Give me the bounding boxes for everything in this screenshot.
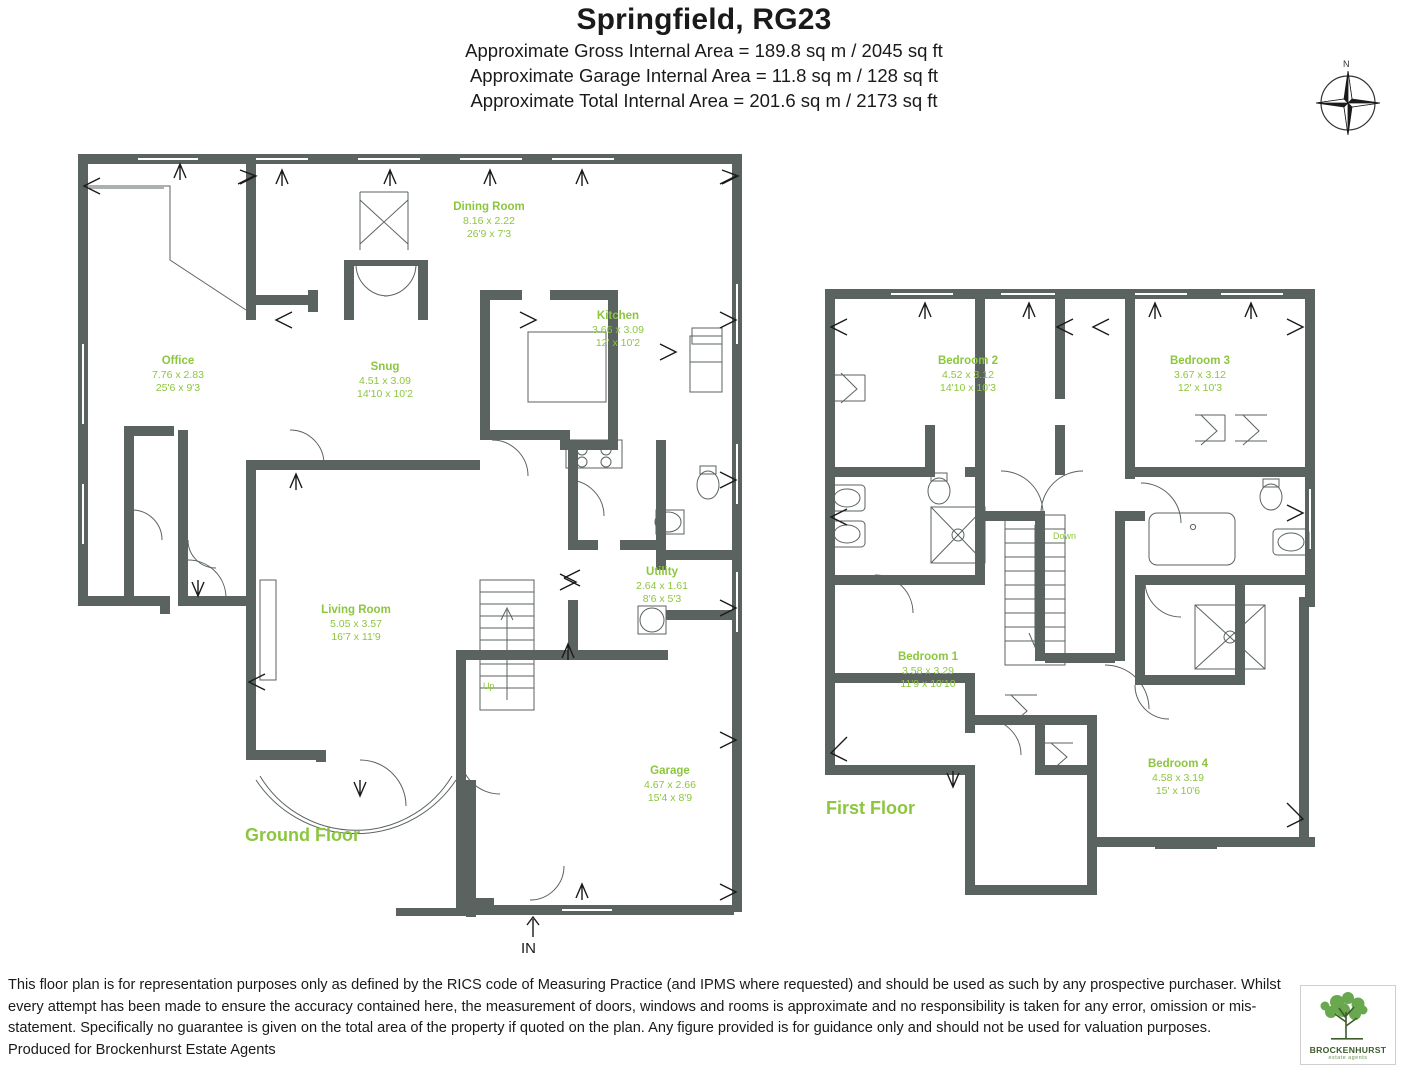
produced-for-text: Produced for Brockenhurst Estate Agents	[8, 1041, 276, 1058]
room-bedroom1: Bedroom 1 3.58 x 3.29 11'9 x 10'10	[897, 651, 959, 690]
room-utility: Utility 2.64 x 1.61 8'6 x 5'3	[636, 566, 688, 605]
stairs-up-label: Up	[483, 681, 495, 691]
compass-icon	[1310, 65, 1386, 141]
area-line-garage: Approximate Garage Internal Area = 11.8 sq m / 128 sq ft	[469, 65, 939, 86]
room-office: Office 7.76 x 2.83 25'6 x 9'3	[152, 355, 204, 394]
compass-rose	[1310, 59, 1386, 141]
area-line-gross: Approximate Gross Internal Area = 189.8 sq m / 2045 sq ft	[465, 40, 943, 61]
room-bedroom4: Bedroom 4 4.58 x 3.19 15' x 10'6	[1147, 758, 1209, 797]
room-garage: Garage 4.67 x 2.66 15'4 x 8'9	[644, 765, 696, 804]
logo-brand-subtitle: estate agents	[1328, 1055, 1368, 1061]
room-kitchen: Kitchen 3.66 x 3.09 12' x 10'2	[592, 310, 644, 349]
compass-north-label: N	[1343, 59, 1350, 69]
stairs-down-label: Down	[1053, 531, 1077, 541]
ground-floor-label: Ground Floor	[245, 825, 360, 845]
room-dining: Dining Room 8.16 x 2.22 26'9 x 7'3	[453, 201, 525, 240]
plan-header	[0, 0, 1408, 113]
entrance-arrow-icon	[525, 915, 541, 937]
page-title: Springfield, RG23	[576, 3, 832, 36]
ground-floor-plan	[60, 140, 780, 940]
disclaimer-block	[8, 975, 1288, 1061]
area-line-total: Approximate Total Internal Area = 201.6 sq m / 2173 sq ft	[470, 90, 938, 111]
logo-brand-name: BROCKENHURST	[1309, 1045, 1387, 1055]
room-bedroom3: Bedroom 3 3.67 x 3.12 12' x 10'3	[1169, 355, 1231, 394]
entrance-label: IN	[521, 940, 536, 957]
room-snug: Snug 4.51 x 3.09 14'10 x 10'2	[357, 361, 413, 400]
first-floor-label: First Floor	[826, 798, 915, 818]
tree-logo-icon	[1301, 986, 1395, 1044]
disclaimer-text: This floor plan is for representation purposes only as defined by the RICS code of Measuring Practice (and IPMS where requested) and should be used as such by any prospective purchaser. Whilst every attempt has been made to ensure the accuracy contained here, the measurement of doors, windows and rooms is approximate and no responsibility is taken for any error, omission or mis-statement. Specifically no guarantee is given on the total area of the property if quoted on the plan. Any figure provided is for guidance only and should not be used for valuation purposes.	[8, 977, 1281, 1036]
room-living: Living Room 5.05 x 3.57 16'7 x 11'9	[321, 604, 391, 643]
brockenhurst-logo	[1300, 985, 1396, 1065]
room-bedroom2: Bedroom 2 4.52 x 3.12 14'10 x 10'3	[937, 355, 999, 394]
first-floor-fixtures	[829, 373, 1309, 771]
